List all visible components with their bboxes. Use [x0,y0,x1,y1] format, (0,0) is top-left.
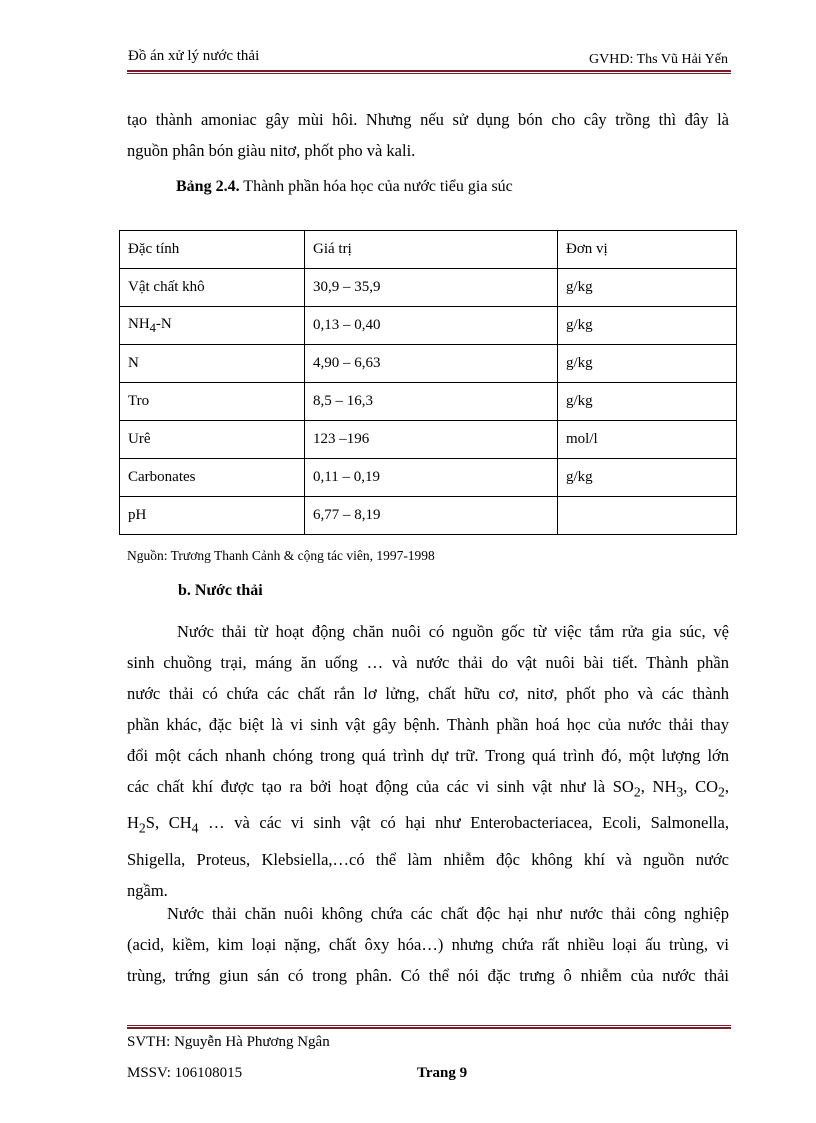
table-caption [176,178,513,196]
value-cell: 8,5 – 16,3 [305,383,558,421]
text-line: nguồn phân bón giàu nitơ, phốt pho và kali. [127,141,416,160]
unit-cell: g/kg [558,383,737,421]
intro-paragraph [127,104,729,166]
header-cell: Đơn vị [558,231,737,269]
property-cell: pH [120,497,305,535]
table-caption-text: Thành phần hóa học của nước tiểu gia súc [243,178,513,195]
text-line: Nước thải từ hoạt động chăn nuôi có nguồn gốc từ việc tắm rửa gia súc, vệ [177,622,729,641]
wastewater-paragraph-1 [127,616,729,906]
header-divider [127,70,731,75]
text-line: Shigella, Proteus, Klebsiella,…có thể làm nhiễm độc không khí và nguồn nước [127,849,729,869]
property-cell: Carbonates [120,459,305,497]
table-row [120,497,737,535]
text-line: $H_2S$, $CH_4$ … và các vi sinh vật có hại như Enterobacteriacea, Ecoli, Salmonella, [127,813,729,836]
supervisor-label: GVHD: Ths Vũ Hải Yến [589,52,728,67]
value-cell: 6,77 – 8,19 [305,497,558,535]
unit-cell: g/kg [558,269,737,307]
footer-divider [127,1025,731,1030]
table-number: Bảng 2.4. [176,178,240,195]
text-line: sinh chuồng trại, máng ăn uống … và nước thải do vật nuôi bài tiết. Thành phần [127,653,729,672]
value-cell: 123 –196 [305,421,558,459]
composition-table [119,230,737,535]
unit-cell: g/kg [558,307,737,345]
text-line: trùng, trứng giun sán có trong phân. Có thể nói đặc trưng ô nhiễm của nước thải [127,966,729,985]
table-row [120,459,737,497]
section-heading: b. Nước thải [178,582,263,599]
table-header-row [120,231,737,269]
table-source: Nguồn: Trương Thanh Cảnh & cộng tác viên, 1997-1998 [127,548,435,563]
header-cell: Giá trị [305,231,558,269]
property-cell: Tro [120,383,305,421]
table-row [120,307,737,345]
value-cell: 0,13 – 0,40 [305,307,558,345]
unit-cell: g/kg [558,459,737,497]
table-row [120,345,737,383]
property-cell: Urê [120,421,305,459]
text-line: đổi một cách nhanh chóng trong quá trình dự trữ. Trong quá trình đó, một lượng lớn [127,746,729,765]
value-cell: 4,90 – 6,63 [305,345,558,383]
wastewater-paragraph-2 [127,898,729,991]
text-line: Nước thải chăn nuôi không chứa các chất độc hại như nước thải công nghiệp [167,904,729,923]
student-name: SVTH: Nguyễn Hà Phương Ngân [127,1034,330,1050]
property-cell: Vật chất khô [120,269,305,307]
unit-cell: mol/l [558,421,737,459]
document-title: Đồ án xử lý nước thải [128,48,260,64]
property-cell: $NH_4-N$ [120,307,305,345]
unit-cell: g/kg [558,345,737,383]
text-line: ngầm. [127,880,168,900]
text-line: các chất khí được tạo ra bởi hoạt động của các vi sinh vật như là $SO_2$, $NH_3$, $CO_2$, [127,777,730,800]
table-row [120,269,737,307]
student-id: MSSV: 106108015 [127,1065,243,1081]
text-line: tạo thành amoniac gây mùi hôi. Nhưng nếu sử dụng bón cho cây trồng thì đây là [127,110,729,129]
table-row [120,383,737,421]
page-number: Trang 9 [417,1065,468,1081]
unit-cell [558,497,737,535]
value-cell: 0,11 – 0,19 [305,459,558,497]
text-line: (acid, kiềm, kim loại nặng, chất ôxy hóa…) nhưng chứa rất nhiều loại ấu trùng, vi [127,935,729,954]
text-line: nước thải có chứa các chất rắn lơ lửng, chất hữu cơ, nitơ, phốt pho và các thành [127,684,729,703]
header-cell: Đặc tính [120,231,305,269]
table-row [120,421,737,459]
value-cell: 30,9 – 35,9 [305,269,558,307]
property-cell: N [120,345,305,383]
text-line: phần khác, đặc biệt là vi sinh vật gây bệnh. Thành phần hoá học của nước thải thay [127,715,729,734]
